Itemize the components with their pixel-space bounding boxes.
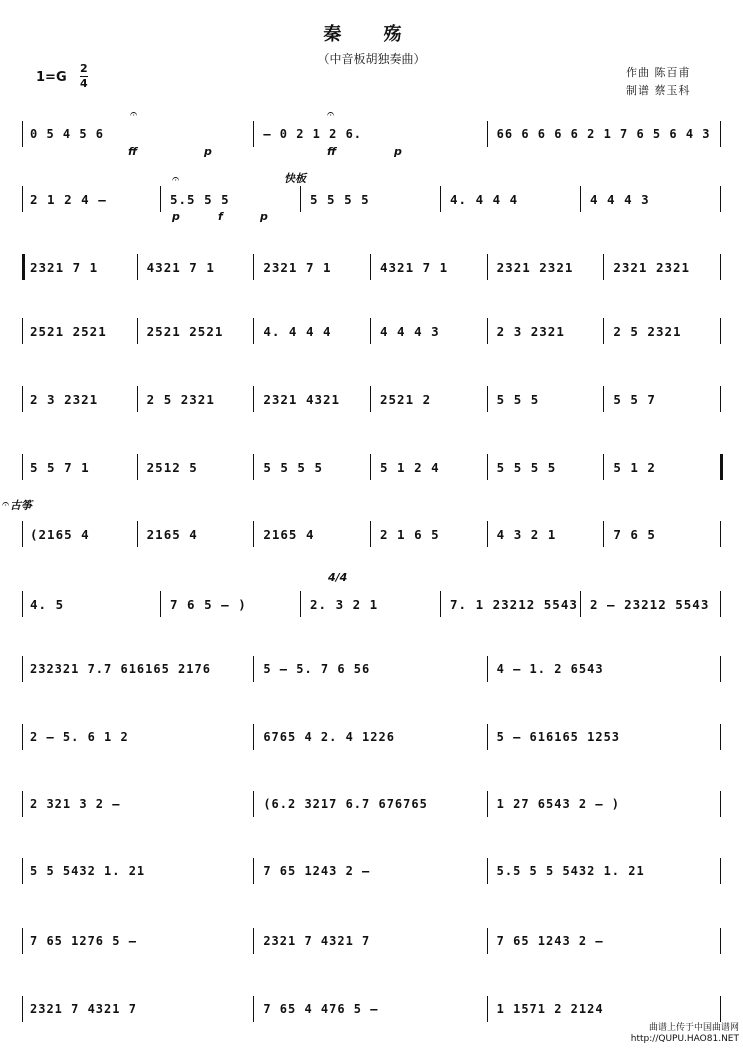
fermata-icon: 𝄐	[327, 107, 335, 122]
barline	[603, 318, 604, 344]
time-signature-bottom: 4	[80, 77, 88, 90]
barline	[160, 591, 161, 617]
watermark-line-1: 曲谱上传于中国曲谱网	[648, 1023, 739, 1033]
barline	[300, 186, 301, 212]
barline	[487, 521, 488, 547]
measure: 4. 4 4 4	[263, 324, 332, 339]
barline	[487, 386, 488, 412]
barline	[22, 521, 23, 547]
dynamic-p: p	[260, 210, 268, 223]
fermata-icon: 𝄐	[2, 497, 10, 512]
barline	[370, 521, 371, 547]
measure: 1 27 6543 2 – )	[496, 797, 621, 811]
measure: 7 6 5 – )	[170, 597, 247, 612]
barline	[22, 928, 23, 954]
measure: 2521 2521	[146, 324, 224, 339]
barline	[137, 386, 138, 412]
barline	[603, 386, 604, 412]
fermata-icon: 𝄐	[172, 172, 180, 187]
barline	[603, 521, 604, 547]
barline	[487, 996, 488, 1022]
measure: 4321 7 1	[146, 260, 215, 275]
barline	[253, 996, 254, 1022]
barline	[253, 121, 254, 147]
score-row	[22, 990, 722, 1036]
measure: 2321 7 4321 7	[263, 934, 371, 948]
barline	[370, 318, 371, 344]
barline	[720, 591, 721, 617]
barline	[720, 121, 721, 147]
fermata-icon: 𝄐	[130, 107, 138, 122]
barline	[253, 386, 254, 412]
score-row	[22, 650, 722, 696]
barline	[22, 454, 23, 480]
barline	[487, 454, 488, 480]
measure: 2521 2	[380, 392, 432, 407]
barline	[22, 656, 23, 682]
barline	[720, 254, 721, 280]
score-row	[22, 852, 722, 898]
dynamic-f: f	[218, 210, 223, 223]
barline	[253, 254, 254, 280]
barline	[720, 186, 721, 212]
barline	[487, 724, 488, 750]
measure: (6.2 3217 6.7 676765	[263, 797, 428, 811]
measure: 2521 2521	[30, 324, 107, 339]
arranger-credit: 制谱 蔡玉科	[626, 84, 691, 97]
measure: 7 6 5	[613, 527, 656, 542]
measure: 2321 4321	[263, 392, 341, 407]
measure: 2512 5	[146, 460, 198, 475]
barline	[22, 791, 23, 817]
measure: 5 5 7 1	[30, 460, 90, 475]
measure: 4 – 1. 2 6543	[496, 662, 604, 676]
barline	[370, 254, 371, 280]
barline	[22, 254, 25, 280]
measure: 66 6 6 6 6 2 1 7 6 5 6 4 3	[496, 127, 711, 141]
barline	[22, 724, 23, 750]
barline	[487, 318, 488, 344]
measure: 232321 7.7 616165 2176	[30, 662, 211, 676]
measure: 7 65 1243 2 –	[496, 934, 604, 948]
barline	[253, 928, 254, 954]
barline	[580, 186, 581, 212]
site-watermark	[631, 1023, 739, 1045]
measure: 5 – 616165 1253	[496, 730, 621, 744]
barline	[160, 186, 161, 212]
measure: 4 3 2 1	[496, 527, 557, 542]
barline	[720, 521, 721, 547]
barline	[253, 318, 254, 344]
score-row	[22, 571, 722, 631]
score-row	[22, 248, 722, 294]
measure: 7 65 1276 5 –	[30, 934, 137, 948]
measure: 2321 7 1	[263, 260, 332, 275]
measure: 2321 7 4321 7	[30, 1002, 137, 1016]
meter-change: 4/4	[328, 571, 348, 584]
measure: 2 – 23212 5543	[590, 597, 710, 612]
dynamic-ff: ff	[128, 145, 138, 158]
score-row	[22, 172, 722, 226]
time-signature	[80, 62, 88, 91]
key-signature: 1=G	[36, 70, 67, 85]
score-row	[2, 497, 722, 561]
barline	[720, 454, 723, 480]
tempo-marking: 快板	[284, 172, 306, 185]
barline	[487, 656, 488, 682]
barline	[253, 656, 254, 682]
barline	[720, 656, 721, 682]
barline	[253, 858, 254, 884]
measure: 5 1 2 4	[380, 460, 440, 475]
measure: – 0 2 1 2 6.	[263, 127, 363, 141]
barline	[137, 254, 138, 280]
barline	[22, 386, 23, 412]
measure: 5 5 5 5	[263, 460, 324, 475]
measure: 5 1 2	[613, 460, 656, 475]
barline	[300, 591, 301, 617]
measure: 6765 4 2. 4 1226	[263, 730, 395, 744]
barline	[720, 318, 721, 344]
measure: 2 – 5. 6 1 2	[30, 730, 129, 744]
barline	[370, 386, 371, 412]
measure: 2 3 2321	[30, 392, 99, 407]
measure: 2321 2321	[496, 260, 574, 275]
measure: 7 65 1243 2 –	[263, 864, 371, 878]
barline	[603, 254, 604, 280]
barline	[253, 791, 254, 817]
barline	[487, 858, 488, 884]
measure: 4 4 4 3	[590, 192, 650, 207]
barline	[253, 454, 254, 480]
barline	[22, 996, 23, 1022]
barline	[22, 591, 23, 617]
measure: 2165 4	[146, 527, 198, 542]
measure: 5.5 5 5 5432 1. 21	[496, 864, 645, 878]
dynamic-p: p	[204, 145, 212, 158]
measure: 4321 7 1	[380, 260, 449, 275]
barline	[720, 858, 721, 884]
measure: 2 321 3 2 –	[30, 797, 121, 811]
score-row	[22, 922, 722, 968]
score-row	[22, 380, 722, 426]
barline	[137, 454, 138, 480]
score-row	[22, 785, 722, 831]
measure: 2321 7 1	[30, 260, 99, 275]
score-row	[22, 448, 722, 494]
barline	[487, 791, 488, 817]
barline	[137, 318, 138, 344]
measure: 1 1571 2 2124	[496, 1002, 604, 1016]
measure: 5.5 5 5	[170, 192, 230, 207]
barline	[720, 996, 721, 1022]
barline	[137, 521, 138, 547]
composer-credit: 作曲 陈百甫	[626, 66, 691, 79]
score-row	[22, 718, 722, 764]
measure: 2321 2321	[613, 260, 691, 275]
time-signature-top: 2	[80, 62, 88, 75]
barline	[487, 121, 488, 147]
barline	[720, 386, 721, 412]
barline	[22, 318, 23, 344]
measure: 2 3 2321	[496, 324, 565, 339]
measure: 5 5 5 5	[310, 192, 370, 207]
measure: 2. 3 2 1	[310, 597, 379, 612]
measure: 2 5 2321	[613, 324, 682, 339]
measure: 5 5 5 5	[496, 460, 557, 475]
measure: (2165 4	[30, 527, 90, 542]
score-row	[22, 107, 722, 161]
barline	[253, 724, 254, 750]
measure: 2165 4	[263, 527, 315, 542]
measure: 4 4 4 3	[380, 324, 440, 339]
barline	[603, 454, 604, 480]
barline	[22, 186, 23, 212]
measure: 2 5 2321	[146, 392, 215, 407]
barline	[487, 928, 488, 954]
barline	[487, 254, 488, 280]
measure: 0 5 4 5 6	[30, 127, 105, 141]
barline	[440, 591, 441, 617]
measure: 5 5 7	[613, 392, 656, 407]
barline	[22, 858, 23, 884]
measure: 4. 5	[30, 597, 65, 612]
barline	[720, 928, 721, 954]
measure: 5 – 5. 7 6 56	[263, 662, 371, 676]
measure: 4. 4 4 4	[450, 192, 519, 207]
barline	[253, 521, 254, 547]
measure: 5 5 5	[496, 392, 540, 407]
measure: 7 65 4 476 5 –	[263, 1002, 379, 1016]
instrument-cue: 古筝	[10, 499, 32, 512]
barline	[370, 454, 371, 480]
barline	[720, 791, 721, 817]
barline	[440, 186, 441, 212]
barline	[22, 121, 23, 147]
barline	[720, 724, 721, 750]
measure: 7. 1 23212 5543	[450, 597, 578, 612]
dynamic-ff: ff	[327, 145, 337, 158]
dynamic-p: p	[172, 210, 180, 223]
page-title: 秦 殇	[323, 24, 420, 45]
page-subtitle: （中音板胡独奏曲）	[317, 52, 426, 66]
measure: 5 5 5432 1. 21	[30, 864, 146, 878]
watermark-line-2: http://QUPU.HAO81.NET	[630, 1034, 739, 1044]
score-row	[22, 312, 722, 358]
barline	[580, 591, 581, 617]
measure: 2 1 6 5	[380, 527, 440, 542]
dynamic-p: p	[394, 145, 402, 158]
measure: 2 1 2 4 –	[30, 192, 107, 207]
